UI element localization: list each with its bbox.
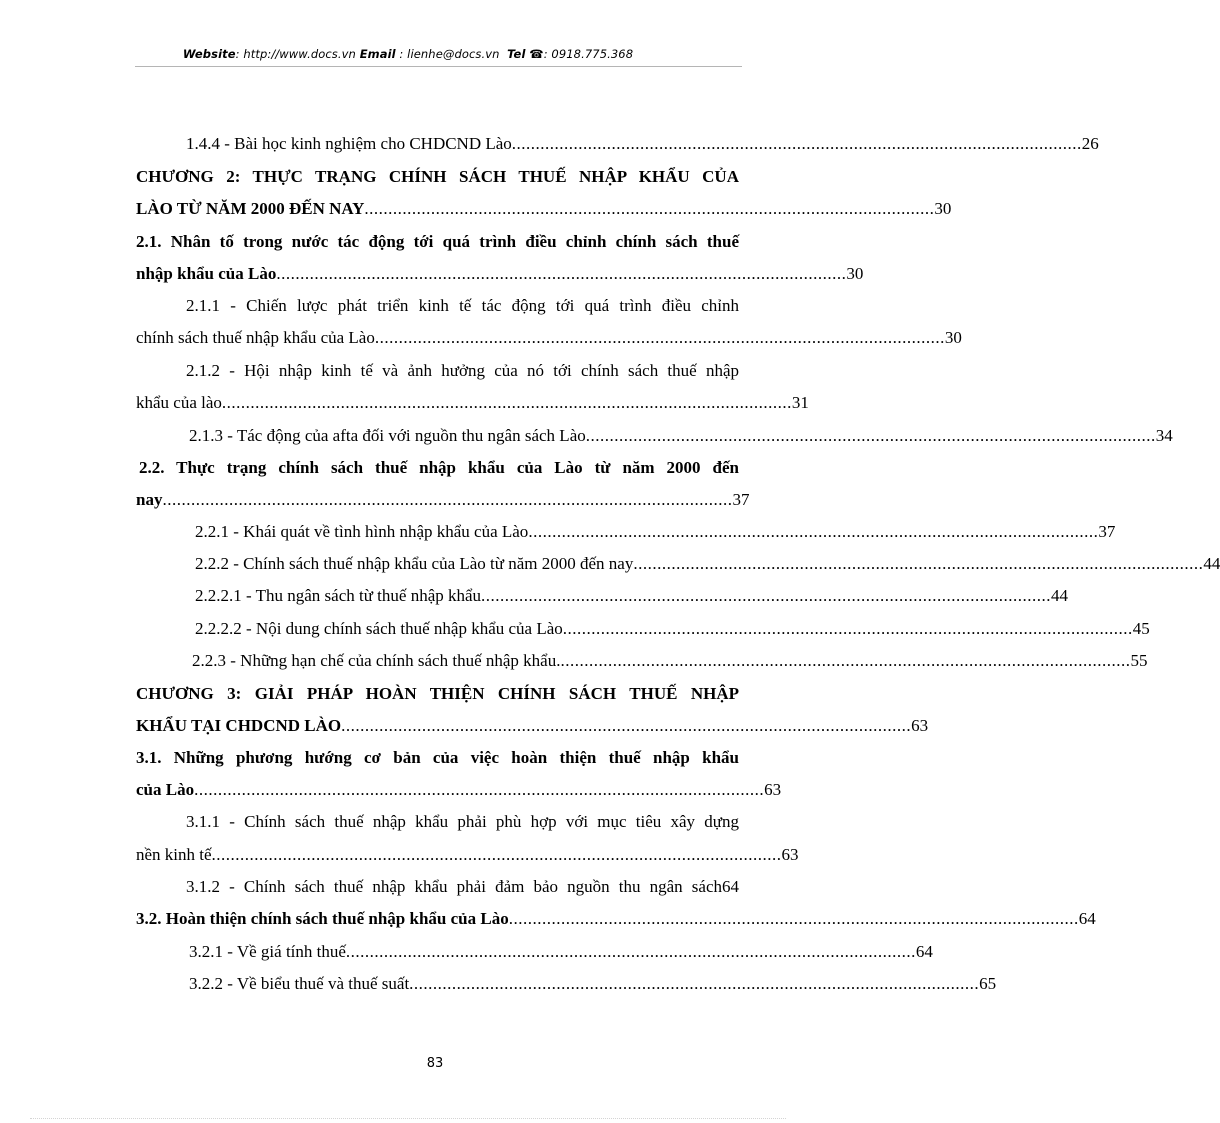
toc-leader: ........................................................................................................................ xyxy=(562,619,1133,638)
toc-entry-3-1-2: 3.1.2 - Chính sách thuế nhập khẩu phải đảm bảo nguồn thu ngân sách 64 xyxy=(186,877,739,896)
toc-entry-3-1-1-title: 3.1.1 - Chính sách thuế nhập khẩu phải phù hợp với mục tiêu xây dựng xyxy=(186,812,739,831)
website-value: : http://www.docs.vn xyxy=(235,47,356,61)
toc-leader: ........................................................................................................................ xyxy=(633,554,1204,573)
tel-label: Tel xyxy=(507,47,526,61)
toc-leader: ........................................................................................................................ xyxy=(364,199,935,218)
toc-entry-2-1-3: 2.1.3 - Tác động của afta đối với nguồn thu ngân sách Lào ........................................................................................................................ 34 xyxy=(189,426,1173,445)
toc-leader: ........................................................................................................................ xyxy=(345,942,916,961)
toc-page: 63 xyxy=(781,845,799,864)
toc-entry-3-2-1: 3.2.1 - Về giá tính thuế ........................................................................................................................ 64 xyxy=(189,942,933,961)
toc-page: 45 xyxy=(1132,619,1150,638)
toc-section-2-1-title: 2.1. Nhân tố trong nước tác động tới quá trình điều chỉnh chính sách thuế xyxy=(136,232,739,251)
toc-page: 34 xyxy=(1155,426,1173,445)
toc-page: 44 xyxy=(1051,586,1069,605)
toc-section-2-2-title: 2.2. Thực trạng chính sách thuế nhập khẩu của Lào từ năm 2000 đến xyxy=(139,458,739,477)
toc-page: 64 xyxy=(1078,909,1096,928)
website-label: Website xyxy=(182,47,236,61)
toc-leader: ........................................................................................................................ xyxy=(276,264,847,283)
email-label: Email xyxy=(359,47,396,61)
toc-page: 37 xyxy=(1098,522,1116,541)
toc-page: 63 xyxy=(911,716,929,735)
toc-leader: ........................................................................................................................ xyxy=(528,522,1099,541)
toc-leader: ........................................................................................................................ xyxy=(162,490,733,509)
page-number: 83 xyxy=(426,1056,444,1071)
toc-section-2-1: nhập khẩu của Lào ........................................................................................................................ 30 xyxy=(136,264,864,283)
toc-page: 26 xyxy=(1081,134,1099,153)
toc-leader: ........................................................................................................................ xyxy=(211,845,782,864)
page-bottom-border xyxy=(30,1118,786,1119)
toc-page: 65 xyxy=(979,974,997,993)
toc-page: 30 xyxy=(846,264,864,283)
toc-entry-3-2-2: 3.2.2 - Về biểu thuế và thuế suất ........................................................................................................................ 65 xyxy=(189,974,997,993)
toc-entry-3-1-1: nền kinh tế ........................................................................................................................ 63 xyxy=(136,845,799,864)
toc-entry-2-2-2-2: 2.2.2.2 - Nội dung chính sách thuế nhập khẩu của Lào ........................................................................................................................ 45 xyxy=(195,619,1150,638)
toc-page: 64 xyxy=(722,877,739,896)
toc-section-3-1: của Lào ........................................................................................................................ 63 xyxy=(136,780,782,799)
toc-chapter-2: LÀO TỪ NĂM 2000 ĐẾN NAY ........................................................................................................................ 30 xyxy=(136,199,952,218)
toc-entry-2-1-1-title: 2.1.1 - Chiến lược phát triển kinh tế tác động tới quá trình điều chỉnh xyxy=(186,296,739,315)
toc-entry-1-4-4: 1.4.4 - Bài học kinh nghiệm cho CHDCND Lào ........................................................................................................................ 26 xyxy=(186,134,1099,153)
toc-entry-2-1-2: khẩu của lào ........................................................................................................................ 31 xyxy=(136,393,809,412)
toc-page: 55 xyxy=(1130,651,1148,670)
toc-page: 44 xyxy=(1203,554,1220,573)
tel-value: : 0918.775.368 xyxy=(543,47,634,61)
toc-section-3-2: 3.2. Hoàn thiện chính sách thuế nhập khẩu của Lào ........................................................................................................................ 64 xyxy=(136,909,1096,928)
toc-chapter-2-title: CHƯƠNG 2: THỰC TRẠNG CHÍNH SÁCH THUẾ NHẬP KHẨU CỦA xyxy=(136,167,739,186)
toc-leader: ........................................................................................................................ xyxy=(511,134,1082,153)
toc-page: 30 xyxy=(934,199,952,218)
toc-entry-2-2-3: 2.2.3 - Những hạn chế của chính sách thuế nhập khẩu. ........................................................................................................................ 55 xyxy=(192,651,1148,670)
toc-page: 31 xyxy=(791,393,809,412)
toc-entry-2-2-2: 2.2.2 - Chính sách thuế nhập khẩu của Lào từ năm 2000 đến nay ........................................................................................................................ 44 xyxy=(195,554,1220,573)
toc-page: 64 xyxy=(915,942,933,961)
toc-leader: ........................................................................................................................ xyxy=(194,780,765,799)
toc-entry-2-1-2-title: 2.1.2 - Hội nhập kinh tế và ảnh hưởng của nó tới chính sách thuế nhập xyxy=(186,361,739,380)
toc-leader: ........................................................................................................................ xyxy=(585,426,1156,445)
toc-chapter-3-title: CHƯƠNG 3: GIẢI PHÁP HOÀN THIỆN CHÍNH SÁCH THUẾ NHẬP xyxy=(136,684,739,703)
toc-leader: ........................................................................................................................ xyxy=(481,586,1052,605)
email-value: : lienhe@docs.vn xyxy=(395,47,500,61)
toc-entry-2-2-1: 2.2.1 - Khái quát về tình hình nhập khẩu của Lào ........................................................................................................................ 37 xyxy=(195,522,1116,541)
toc-page: 63 xyxy=(764,780,782,799)
toc-leader: ........................................................................................................................ xyxy=(560,651,1131,670)
toc-section-3-1-title: 3.1. Những phương hướng cơ bản của việc hoàn thiện thuế nhập khẩu xyxy=(136,748,739,767)
toc-page: 30 xyxy=(944,328,962,347)
toc-leader: ........................................................................................................................ xyxy=(221,393,792,412)
toc-leader: ........................................................................................................................ xyxy=(409,974,980,993)
toc-entry-2-2-2-1: 2.2.2.1 - Thu ngân sách từ thuế nhập khẩu ........................................................................................................................ 44 xyxy=(195,586,1069,605)
toc-leader: ........................................................................................................................ xyxy=(341,716,912,735)
toc-chapter-3: KHẨU TẠI CHDCND LÀO ........................................................................................................................ 63 xyxy=(136,716,929,735)
toc-leader: ........................................................................................................................ xyxy=(374,328,945,347)
toc-page: 37 xyxy=(732,490,750,509)
toc-leader: ........................................................................................................................ xyxy=(508,909,1079,928)
toc-section-2-2: nay ........................................................................................................................ 37 xyxy=(136,490,750,509)
phone-icon: ☎ xyxy=(529,47,544,61)
toc-entry-2-1-1: chính sách thuế nhập khẩu của Lào ........................................................................................................................ 30 xyxy=(136,328,962,347)
